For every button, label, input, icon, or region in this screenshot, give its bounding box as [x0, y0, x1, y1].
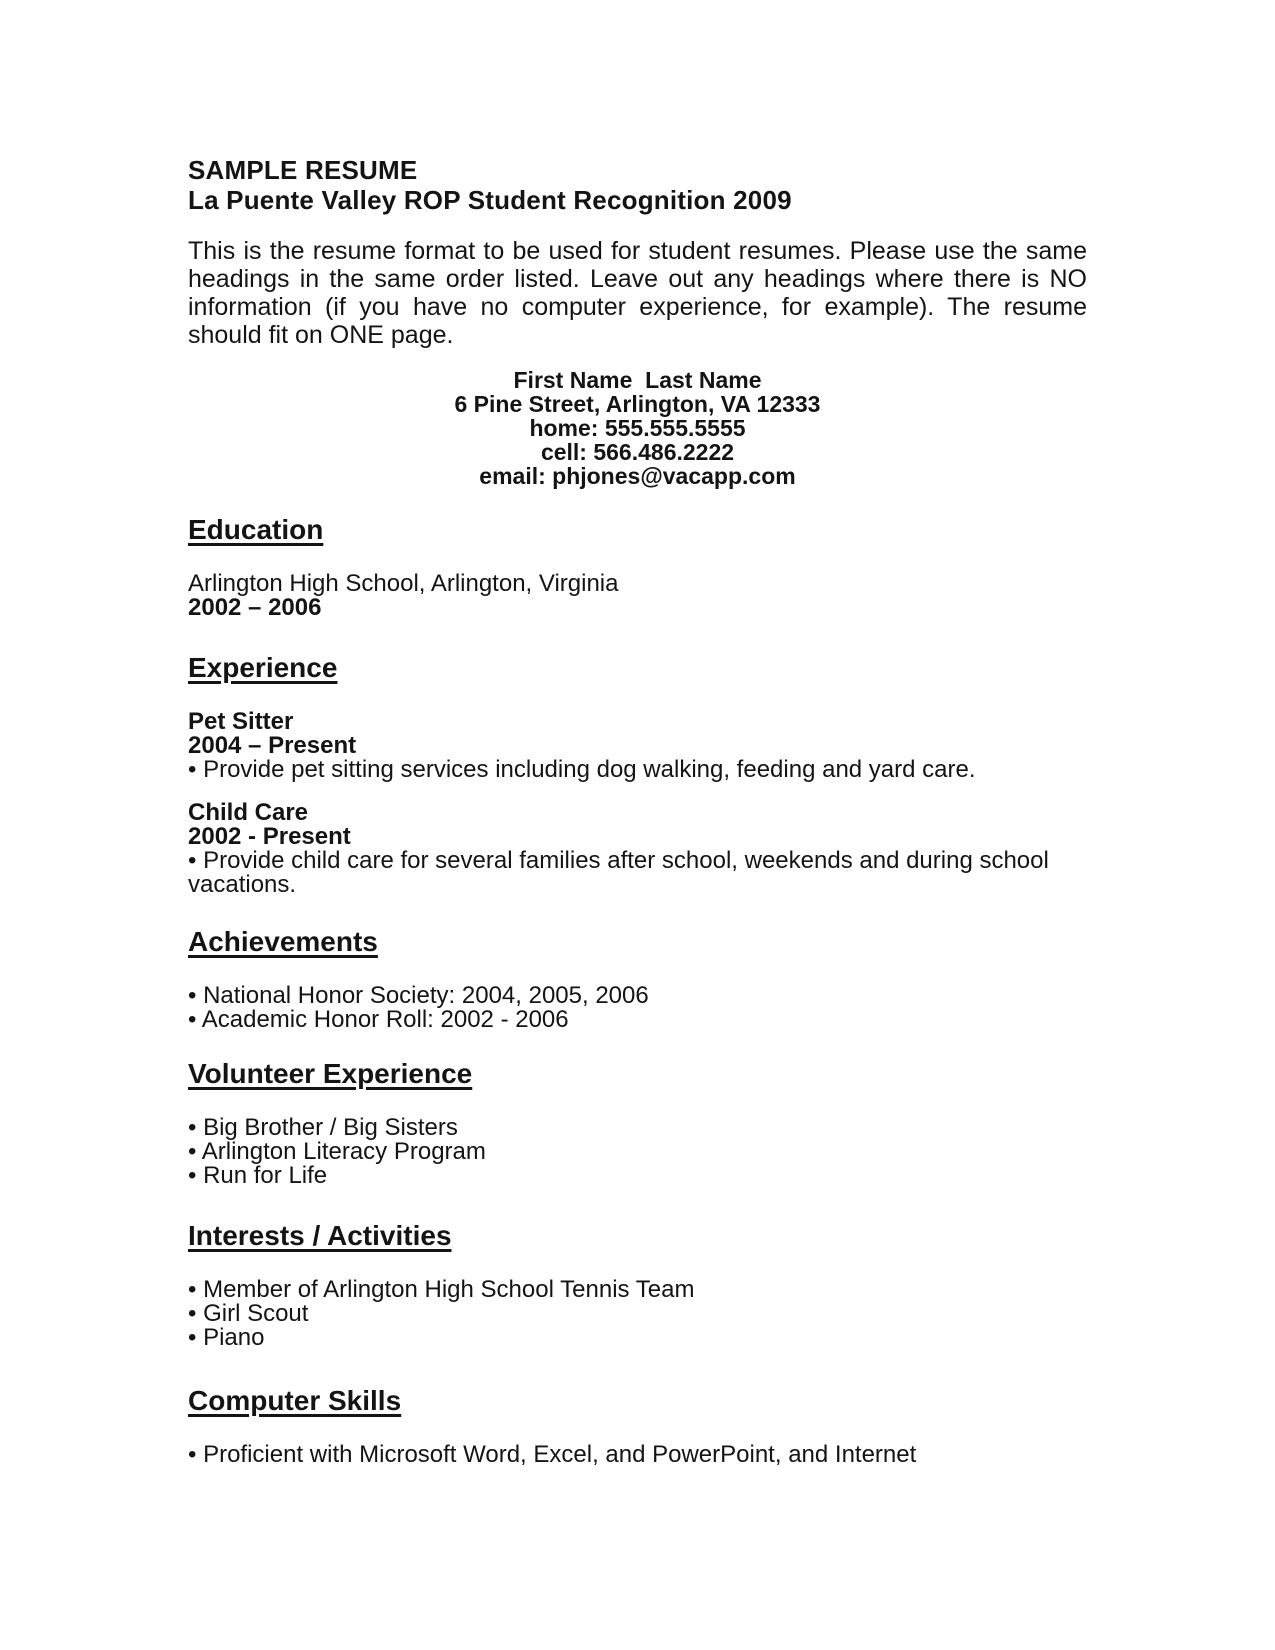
interests-body [188, 1278, 1087, 1350]
job-dates: 2004 – Present [188, 732, 357, 759]
volunteer-heading: Volunteer Experience [188, 1058, 473, 1089]
list-item: • Arlington Literacy Program [188, 1138, 486, 1165]
section-heading-row [188, 1221, 1087, 1256]
list-item: • Academic Honor Roll: 2002 - 2006 [188, 1006, 569, 1033]
intro-line: This is the resume format to be used for student resumes. Please use the same [188, 237, 1087, 265]
section-heading-row [188, 515, 1087, 550]
achievements-heading: Achievements [188, 926, 378, 957]
section-heading-row [188, 653, 1087, 688]
section-volunteer-experience [188, 1059, 1087, 1188]
section-heading-row [188, 1386, 1087, 1421]
volunteer-body [188, 1116, 1087, 1188]
document-header [188, 155, 1087, 215]
computer-skills-body [188, 1443, 1087, 1467]
list-item: • Big Brother / Big Sisters [188, 1114, 458, 1141]
intro-paragraph [188, 237, 1087, 349]
list-item: • Proficient with Microsoft Word, Excel, and PowerPoint, and Internet [188, 1441, 917, 1468]
contact-name: First Name Last Name [513, 367, 762, 393]
job-title: Child Care [188, 799, 309, 826]
interests-heading: Interests / Activities [188, 1220, 452, 1251]
intro-line: information (if you have no computer experience, for example). The resume [188, 293, 1087, 321]
experience-heading: Experience [188, 652, 338, 683]
job-bullet: • Provide pet sitting services including dog walking, feeding and yard care. [188, 756, 976, 783]
contact-email: email: phjones@vacapp.com [479, 463, 796, 489]
list-item: • Run for Life [188, 1162, 328, 1189]
section-heading-row [188, 1059, 1087, 1094]
contact-address: 6 Pine Street, Arlington, VA 12333 [454, 391, 821, 417]
title-line-1: SAMPLE RESUME [188, 155, 418, 185]
list-item: • National Honor Society: 2004, 2005, 2006 [188, 982, 649, 1009]
intro-line: headings in the same order listed. Leave out any headings where there is NO [188, 265, 1087, 293]
education-heading: Education [188, 514, 324, 545]
intro-line: should fit on ONE page. [188, 321, 454, 349]
section-interests-activities [188, 1221, 1087, 1350]
job-bullet: • Provide child care for several families after school, weekends and during school vacations. [188, 847, 1049, 898]
title-line-2: La Puente Valley ROP Student Recognition 2009 [188, 185, 792, 215]
contact-cell-phone: cell: 566.486.2222 [540, 439, 735, 465]
section-computer-skills [188, 1386, 1087, 1467]
computer-skills-heading: Computer Skills [188, 1385, 402, 1416]
section-experience [188, 653, 1087, 897]
experience-job [188, 710, 1087, 782]
job-dates: 2002 - Present [188, 823, 351, 850]
list-item: • Girl Scout [188, 1300, 309, 1327]
contact-home-phone: home: 555.555.5555 [529, 415, 746, 441]
achievements-body [188, 984, 1087, 1032]
contact-block [188, 368, 1087, 488]
list-item: • Piano [188, 1324, 265, 1351]
education-body [188, 572, 1087, 620]
experience-body [188, 710, 1087, 897]
section-achievements [188, 927, 1087, 1032]
job-title: Pet Sitter [188, 708, 294, 735]
experience-job [188, 801, 1087, 897]
section-heading-row [188, 927, 1087, 962]
section-education [188, 515, 1087, 620]
list-item: • Member of Arlington High School Tennis Team [188, 1276, 695, 1303]
education-dates: 2002 – 2006 [188, 594, 322, 621]
education-school: Arlington High School, Arlington, Virginia [188, 570, 619, 597]
